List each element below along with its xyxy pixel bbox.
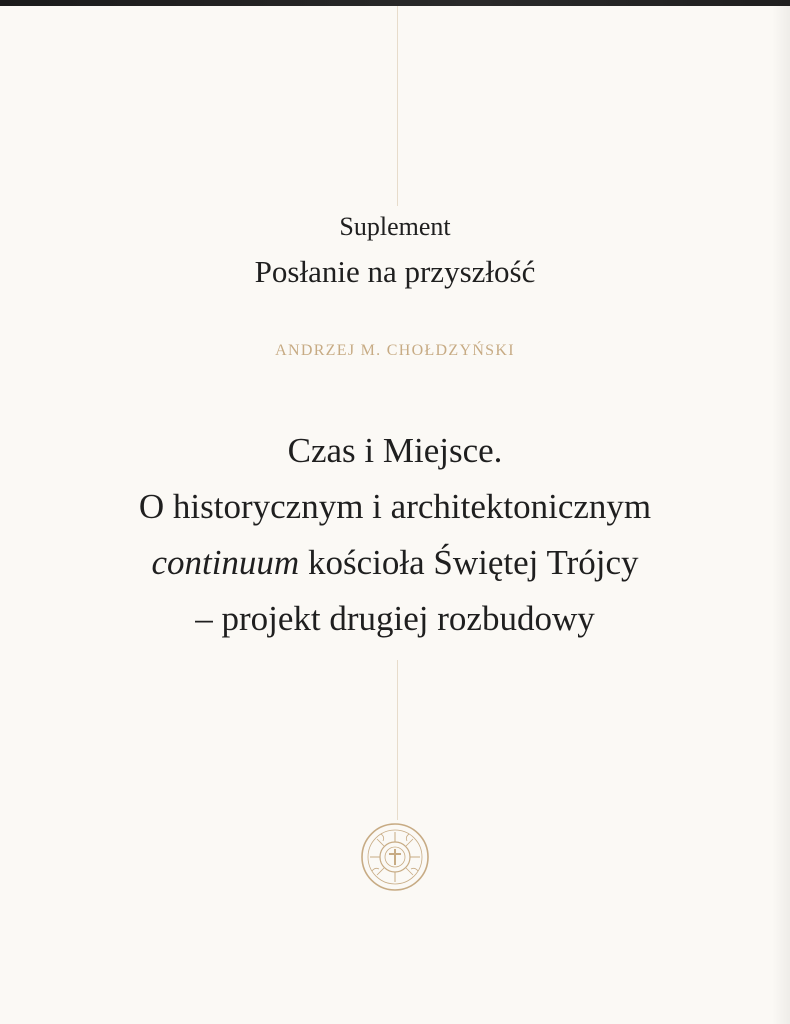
seal-cross-icon [359, 821, 431, 893]
title-line-4: – projekt drugiej rozbudowy [195, 599, 595, 638]
author-name: ANDRZEJ M. CHOŁDZYŃSKI [275, 342, 515, 359]
title-italic-word: continuum [151, 543, 300, 582]
title-line-1: Czas i Miejsce. [287, 431, 503, 470]
supplement-label: Suplement [339, 212, 451, 241]
title-line-3 [0, 535, 790, 591]
chapter-title [0, 423, 790, 647]
title-line-2: O historycznym i architektonicznym [138, 487, 652, 526]
supplement-title: Posłanie na przyszłość [254, 254, 536, 289]
vertical-guide-rule-top [397, 6, 398, 206]
title-line-3-rest: kościoła Świętej Trójcy [299, 543, 639, 582]
vertical-guide-rule-bottom [397, 660, 398, 820]
